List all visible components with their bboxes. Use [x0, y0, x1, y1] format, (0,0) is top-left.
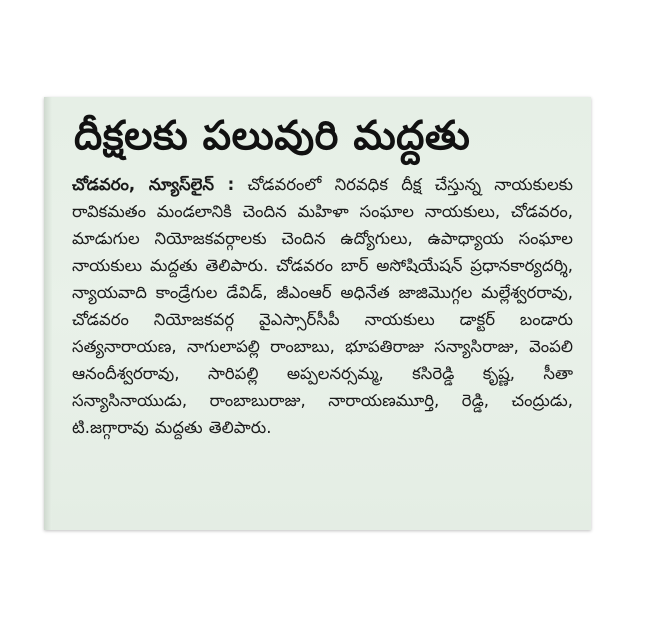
- headline: దీక్షలకు పలువురి మద్దతు: [74, 113, 471, 159]
- article-text: చోడవరంలో నిరవధిక దీక్ష చేస్తున్న నాయకులకు రావికమతం మండలానికి చెందిన మహిళా సంఘాల నాయకులు, చోడవరం, మాడుగుల నియోజకవర్గాలకు చెందిన ఉద్యోగులు, ఉపాధ్యాయ సంఘాల నాయకులు మద్దతు తెలిపారు. చోడవరం బార్ అసోషియేషన్ ప్రధానకార్యదర్శి, న్యాయవాది కాండ్రేగుల డేవిడ్, జీఎంఆర్ అధినేత జాజిమొగ్గల మల్లేశ్వరరావు, చోడవరం నియోజకవర్గ వైఎస్సార్‌సీపీ నాయకులు డాక్టర్ బండారు సత్యనారాయణ, నాగులాపల్లి రాంబాబు, భూపతిరాజు సన్యాసిరాజు, వెంపలి ఆనందీశ్వరరావు, సారిపల్లి అప్పలనర్సమ్మ, కసిరెడ్డి కృష్ణ, సీతా సన్యాసినాయుడు, రాంబాబురాజు, నారాయణమూర్తి, రెడ్డి, చంద్రుడు, టి.జగ్గారావు మద్దతు తెలిపారు.: [72, 175, 573, 437]
- dateline: చోడవరం, న్యూస్‌లైన్ :: [72, 175, 235, 194]
- article-body: [72, 171, 573, 441]
- newspaper-clipping: [44, 97, 591, 530]
